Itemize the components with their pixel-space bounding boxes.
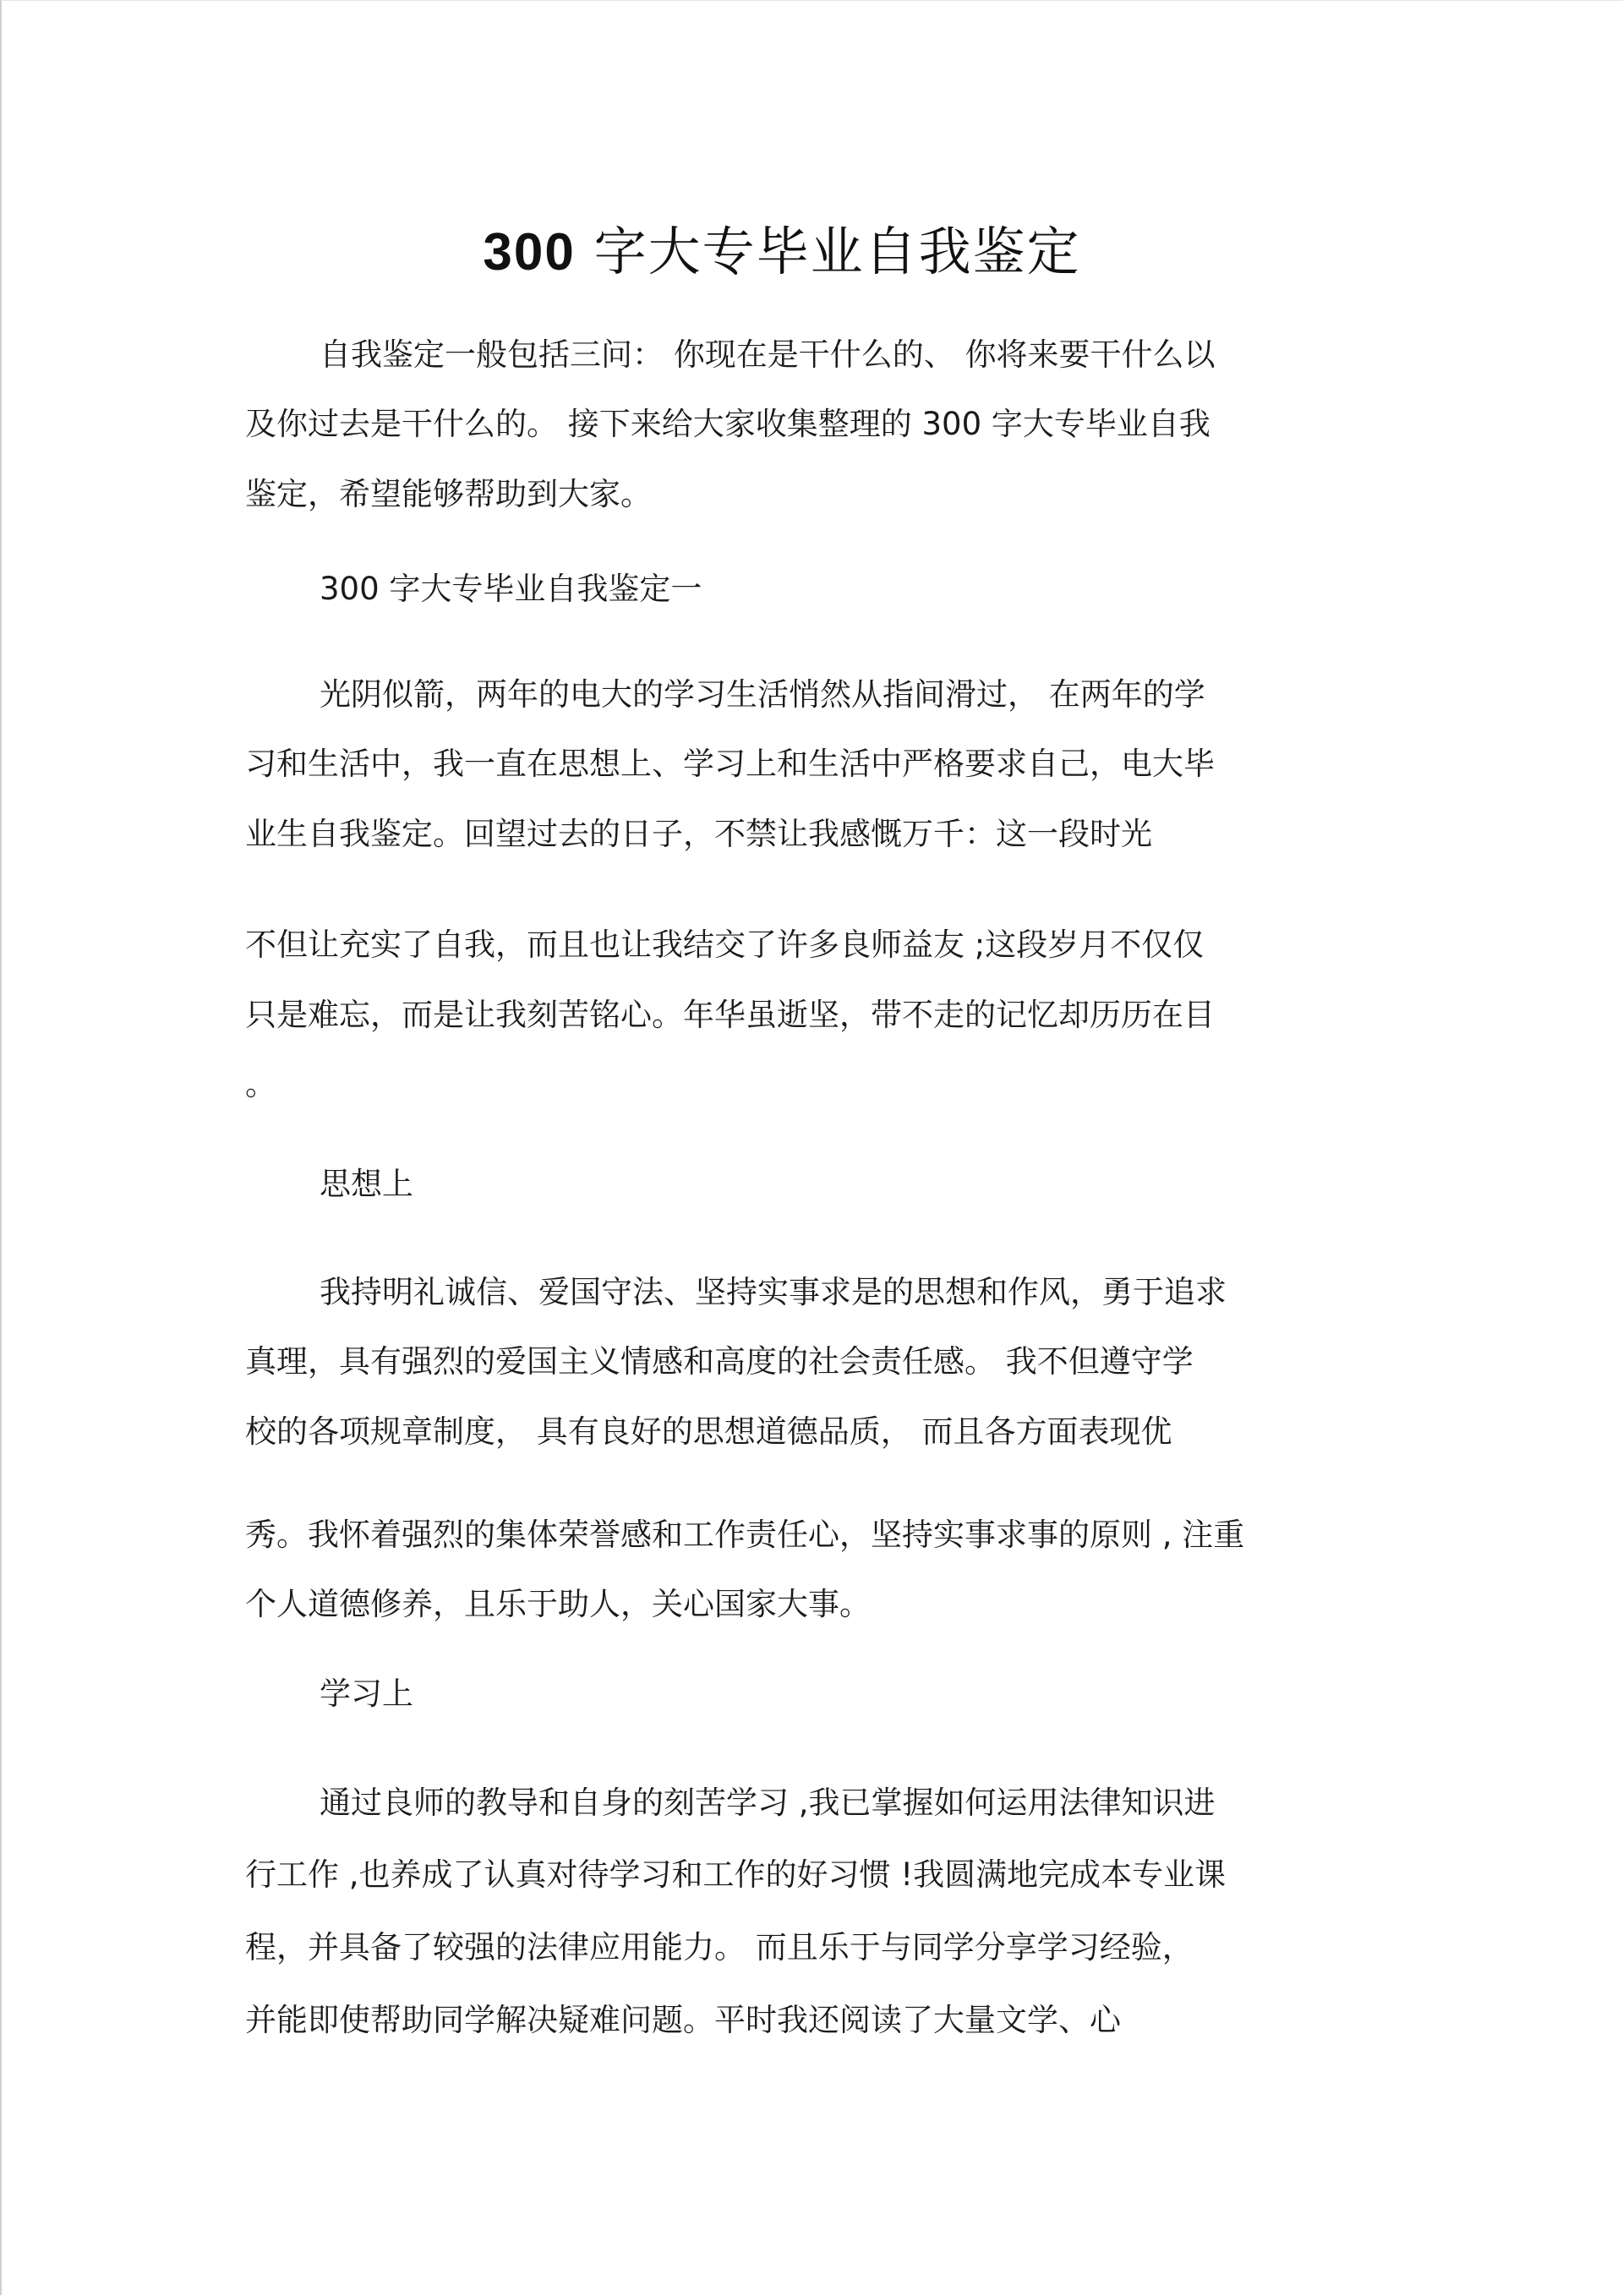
title-number: 300 [483, 223, 576, 282]
paragraph-line: 业生自我鉴定。回望过去的日子，不禁让我感慨万千：这一段时光 [245, 816, 1152, 852]
paragraph-line: 校的各项规章制度， 具有良好的思想道德品质， 而且各方面表现优 [245, 1413, 1172, 1450]
paragraph-line: 。 [245, 1066, 276, 1102]
paragraph-line: 行工作 ,也养成了认真对待学习和工作的好习惯 !我圆满地完成本专业课 [245, 1856, 1227, 1893]
paragraph-line: 通过良师的教导和自身的刻苦学习 ,我已掌握如何运用法律知识进 [320, 1785, 1216, 1821]
page-title [0, 218, 1564, 287]
paragraph-line: 习和生活中，我一直在思想上、学习上和生活中严格要求自己，电大毕 [245, 746, 1215, 782]
section-heading: 学习上 [320, 1676, 413, 1712]
section-heading: 300 字大专毕业自我鉴定一 [320, 571, 702, 607]
paragraph-line: 我持明礼诚信、爱国守法、坚持实事求是的思想和作风，勇于追求 [320, 1274, 1227, 1310]
paragraph-line: 及你过去是干什么的。 接下来给大家收集整理的 300 字大专毕业自我 [245, 406, 1210, 442]
paragraph-line: 光阴似箭，两年的电大的学习生活悄然从指间滑过， 在两年的学 [320, 676, 1205, 713]
paragraph-line: 不但让充实了自我，而且也让我结交了许多良师益友 ;这段岁月不仅仅 [245, 927, 1205, 963]
paragraph-line: 并能即使帮助同学解决疑难问题。平时我还阅读了大量文学、心 [245, 2002, 1121, 2038]
paragraph-line: 鉴定，希望能够帮助到大家。 [245, 476, 652, 512]
paragraph-line: 只是难忘，而是让我刻苦铭心。年华虽逝坚，带不走的记忆却历历在目 [245, 997, 1215, 1033]
paragraph-line: 自我鉴定一般包括三问： 你现在是干什么的、 你将来要干什么以 [320, 336, 1216, 373]
paragraph-line: 个人道德修养，且乐于助人，关心国家大事。 [245, 1586, 871, 1622]
paragraph-line: 秀。我怀着强烈的集体荣誉感和工作责任心，坚持实事求事的原则 , 注重 [245, 1517, 1245, 1553]
paragraph-line: 程，并具备了较强的法律应用能力。 而且乐于与同学分享学习经验， [245, 1929, 1194, 1965]
paragraph-line: 真理，具有强烈的爱国主义情感和高度的社会责任感。 我不但遵守学 [245, 1343, 1194, 1380]
section-heading: 思想上 [320, 1166, 413, 1202]
title-text: 字大专毕业自我鉴定 [593, 221, 1081, 282]
